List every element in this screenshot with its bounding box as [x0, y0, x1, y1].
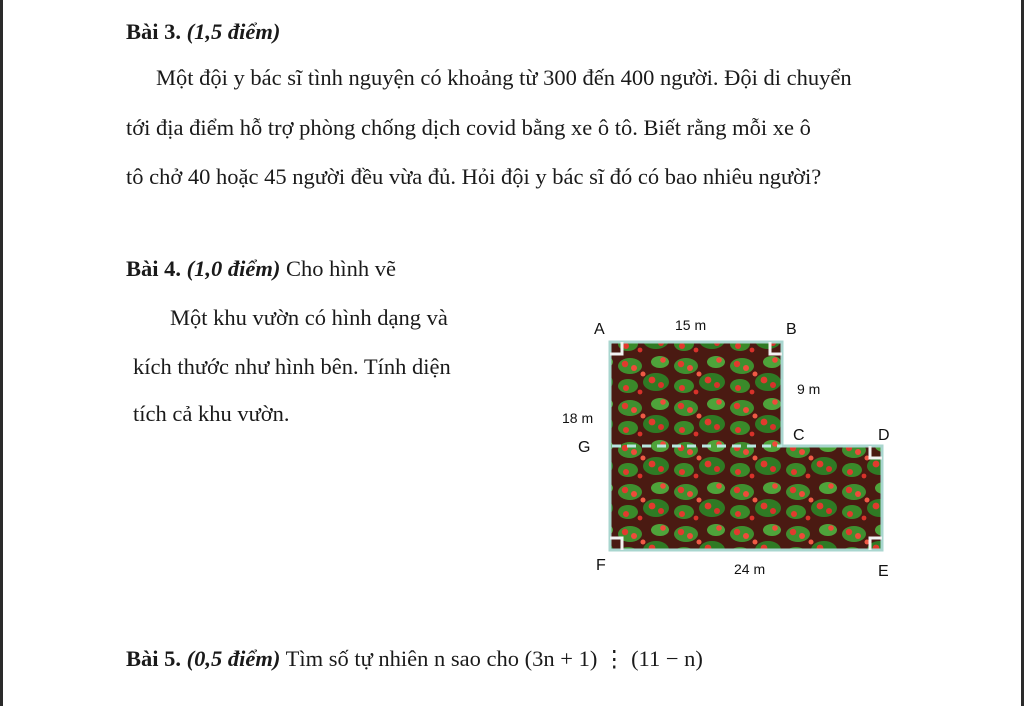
label-bc: 9 m	[797, 381, 821, 397]
bai3-line-2: tới địa điểm hỗ trợ phòng chống dịch covid bằng xe ô tô. Biết rằng mỗi xe ô	[126, 115, 811, 140]
label-af: 18 m	[562, 410, 594, 426]
bai4-title	[126, 255, 396, 283]
point-f: F	[596, 557, 606, 574]
bai5-points: (0,5 điểm)	[186, 646, 281, 671]
point-e: E	[878, 563, 889, 580]
bai3-title	[126, 18, 280, 46]
bai5-title	[126, 645, 703, 673]
point-a: A	[594, 321, 605, 338]
bai3-line-1: Một đội y bác sĩ tình nguyện có khoảng từ 300 đến 400 người. Đội di chuyển	[156, 65, 852, 90]
label-fe: 24 m	[734, 561, 766, 577]
bai4-points: (1,0 điểm)	[186, 256, 281, 281]
bai4-heading: Bài 4.	[126, 256, 182, 281]
label-ab: 15 m	[675, 317, 707, 333]
bai5-expression: (3n + 1) ⋮ (11 − n)	[524, 646, 703, 671]
bai4-line-2: kích thước như hình bên. Tính diện	[133, 354, 451, 379]
bai4-line-1: Một khu vườn có hình dạng và	[170, 305, 448, 330]
bai3-points: (1,5 điểm)	[186, 19, 281, 44]
point-g: G	[578, 439, 591, 456]
point-b: B	[786, 321, 797, 338]
bai4-intro: Cho hình vẽ	[286, 256, 396, 281]
point-d: D	[878, 427, 890, 444]
bai5-text: Tìm số tự nhiên n sao cho	[285, 646, 520, 671]
bai3-heading: Bài 3.	[126, 19, 182, 44]
bai5-heading: Bài 5.	[126, 646, 182, 671]
garden-diagram	[560, 312, 950, 584]
bai4-line-3: tích cả khu vườn.	[133, 401, 290, 426]
bai3-line-3: tô chở 40 hoặc 45 người đều vừa đủ. Hỏi đội y bác sĩ đó có bao nhiêu người?	[126, 164, 822, 189]
point-c: C	[793, 427, 805, 444]
